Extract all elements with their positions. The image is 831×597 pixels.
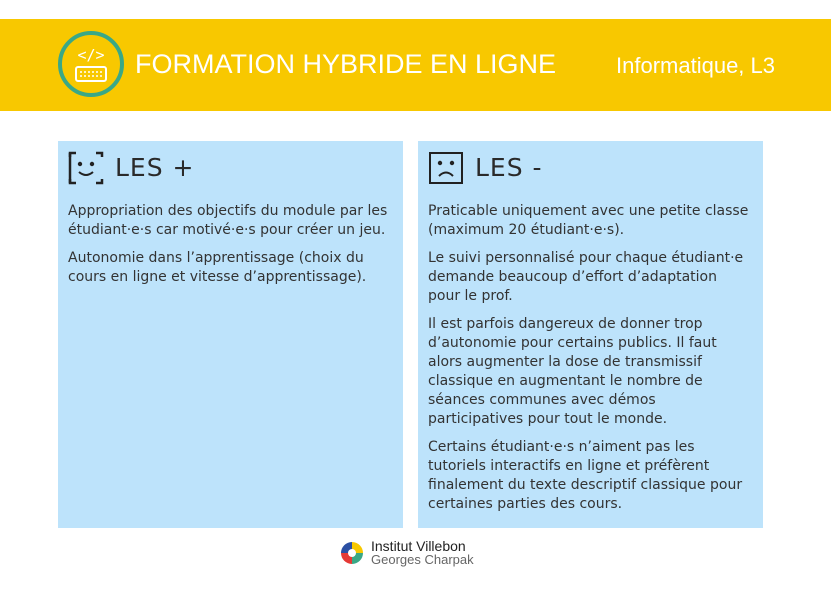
pros-heading: LES +	[115, 153, 195, 182]
cons-item: Certains étudiant·e·s n’aiment pas les tutoriels interactifs en ligne et préfèrent finalement du texte descriptif classique pour certaines parties des cours.	[428, 439, 743, 512]
code-glyph: </>	[77, 46, 105, 64]
pros-header	[68, 149, 393, 199]
pros-item: Appropriation des objectifs du module par les étudiant·e·s car motivé·e·s pour créer un jeu.	[68, 203, 388, 238]
course-label: Informatique, L3	[616, 53, 775, 78]
page-title: FORMATION HYBRIDE EN LIGNE	[135, 49, 557, 79]
pros-item: Autonomie dans l’apprentissage (choix du cours en ligne et vitesse d’apprentissage).	[68, 250, 367, 285]
cons-list	[428, 202, 753, 514]
cons-header	[428, 149, 753, 199]
happy-face-icon	[68, 151, 104, 185]
code-keyboard-icon	[58, 31, 124, 97]
institute-emblem-icon	[337, 538, 367, 568]
sad-face-icon	[428, 151, 464, 185]
pros-list	[68, 202, 393, 287]
cons-panel	[418, 141, 763, 528]
institute-logo	[337, 538, 497, 570]
pros-panel	[58, 141, 403, 528]
institute-subname: Georges Charpak	[371, 552, 474, 567]
cons-heading: LES -	[475, 153, 543, 182]
cons-item: Il est parfois dangereux de donner trop d’autonomie pour certains publics. Il faut alors augmenter la dose de transmissif classique en augmentant le nombre de séances communes avec démos participatives pour tout le monde.	[428, 316, 717, 427]
cons-item: Le suivi personnalisé pour chaque étudiant·e demande beaucoup d’effort d’adaptation pour le prof.	[428, 250, 744, 304]
institute-name: Institut Villebon	[371, 538, 466, 554]
cons-item: Praticable uniquement avec une petite classe (maximum 20 étudiant·e·s).	[428, 203, 749, 238]
